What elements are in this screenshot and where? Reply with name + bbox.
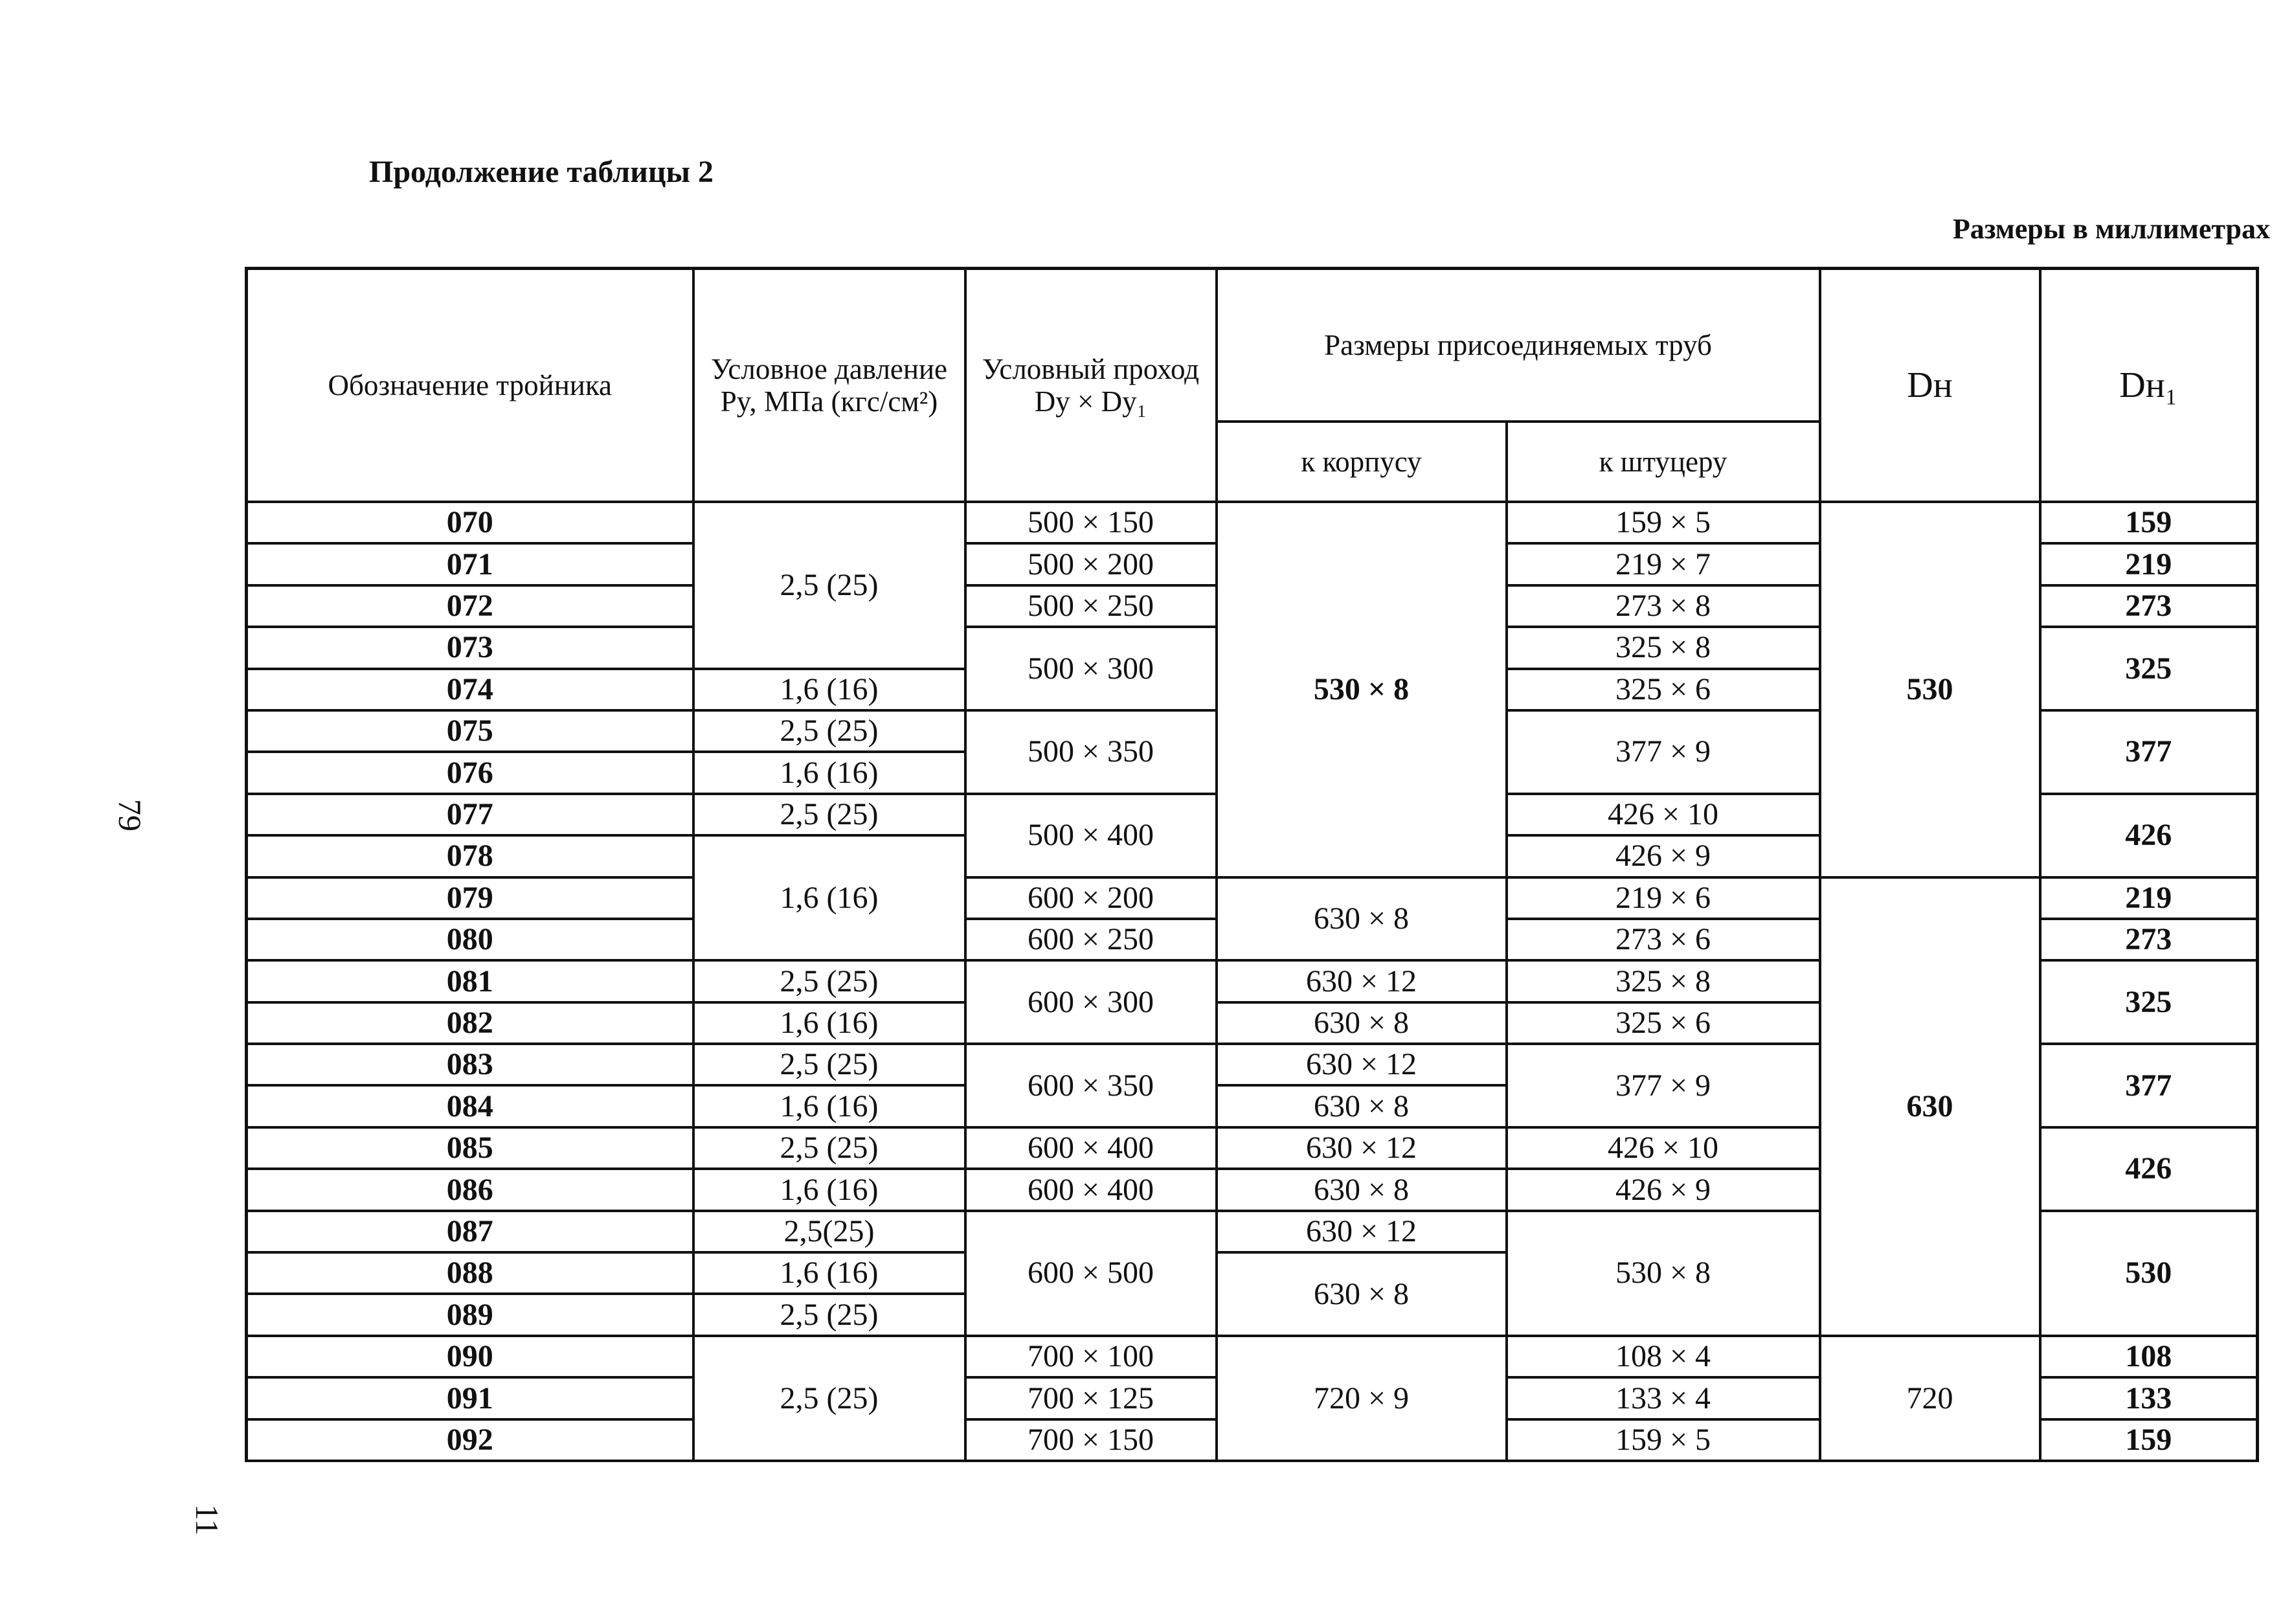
code-cell: 078 [247,835,693,877]
dn-cell: 720 [1820,1336,2040,1461]
passage-cell: 500 × 200 [965,543,1217,585]
pressure-cell: 2,5 (25) [693,1127,965,1169]
fitting-size-cell: 219 × 6 [1507,877,1820,919]
pressure-cell: 1,6 (16) [693,752,965,793]
fitting-size-cell: 325 × 6 [1507,1002,1820,1044]
body-size-cell: 630 × 12 [1217,1211,1507,1252]
fitting-size-cell: 273 × 8 [1507,585,1820,627]
pressure-cell: 2,5(25) [693,1211,965,1252]
pressure-cell: 1,6 (16) [693,1252,965,1294]
code-cell: 085 [247,1127,693,1169]
dn1-cell: 325 [2040,627,2258,710]
body-size-cell: 630 × 12 [1217,1044,1507,1085]
body-size-cell: 630 × 8 [1217,1002,1507,1044]
fitting-size-cell: 426 × 9 [1507,835,1820,877]
fitting-size-cell: 325 × 8 [1507,960,1820,1002]
dn1-cell: 219 [2040,877,2258,919]
pressure-cell: 2,5 (25) [693,502,965,669]
pressure-cell: 2,5 (25) [693,960,965,1002]
pressure-cell: 1,6 (16) [693,669,965,710]
passage-cell: 600 × 400 [965,1127,1217,1169]
dn-cell: 530 [1820,502,2040,877]
code-cell: 072 [247,585,693,627]
passage-cell: 500 × 400 [965,794,1217,877]
pressure-cell: 1,6 (16) [693,1002,965,1044]
table-row [247,877,2258,919]
body-size-cell: 630 × 8 [1217,1252,1507,1336]
pressure-cell: 1,6 (16) [693,835,965,960]
code-cell: 077 [247,794,693,835]
passage-cell: 700 × 100 [965,1336,1217,1377]
table-row [247,502,2258,543]
passage-cell: 700 × 150 [965,1419,1217,1461]
dn1-cell: 426 [2040,1127,2258,1211]
pressure-cell: 2,5 (25) [693,710,965,752]
passage-cell: 600 × 500 [965,1211,1217,1336]
fitting-size-cell: 273 × 6 [1507,919,1820,960]
header-to-fitting: к штуцеру [1507,422,1820,502]
passage-cell: 600 × 350 [965,1044,1217,1127]
dn1-cell: 377 [2040,710,2258,794]
dn1-cell: 426 [2040,794,2258,877]
code-cell: 084 [247,1085,693,1127]
page-number-bottom: 11 [189,1504,226,1536]
code-cell: 090 [247,1336,693,1377]
dn1-cell: 159 [2040,1419,2258,1461]
dn1-cell: 377 [2040,1044,2258,1127]
header-pressure: Условное давление Py, МПа (кгс/см²) [693,269,965,502]
code-cell: 091 [247,1377,693,1419]
passage-cell: 600 × 250 [965,919,1217,960]
header-pipe-sizes: Размеры присоединяемых труб [1217,269,1820,422]
header-to-body: к корпусу [1217,422,1507,502]
dn1-cell: 530 [2040,1211,2258,1336]
dn-cell: 630 [1820,877,2040,1336]
code-cell: 074 [247,669,693,710]
fitting-size-cell: 219 × 7 [1507,543,1820,585]
body-size-cell: 720 × 9 [1217,1336,1507,1461]
passage-cell: 500 × 350 [965,710,1217,794]
passage-cell: 600 × 200 [965,877,1217,919]
code-cell: 083 [247,1044,693,1085]
pressure-cell: 2,5 (25) [693,1294,965,1335]
code-cell: 080 [247,919,693,960]
dn1-cell: 133 [2040,1377,2258,1419]
fitting-size-cell: 426 × 10 [1507,1127,1820,1169]
passage-cell: 600 × 300 [965,960,1217,1044]
dimensions-table [245,267,2259,1462]
dn1-cell: 108 [2040,1336,2258,1377]
pressure-cell: 2,5 (25) [693,1336,965,1461]
fitting-size-cell: 325 × 8 [1507,627,1820,668]
fitting-size-cell: 530 × 8 [1507,1211,1820,1336]
passage-cell: 500 × 250 [965,585,1217,627]
dn1-cell: 273 [2040,585,2258,627]
body-size-cell: 630 × 8 [1217,1085,1507,1127]
dn1-cell: 159 [2040,502,2258,543]
fitting-size-cell: 159 × 5 [1507,1419,1820,1461]
code-cell: 076 [247,752,693,793]
code-cell: 092 [247,1419,693,1461]
dn1-cell: 273 [2040,919,2258,960]
code-cell: 088 [247,1252,693,1294]
body-size-cell: 530 × 8 [1217,502,1507,877]
code-cell: 073 [247,627,693,668]
pressure-cell: 1,6 (16) [693,1085,965,1127]
page-number-rotated: 79 [112,799,148,831]
passage-cell: 700 × 125 [965,1377,1217,1419]
pressure-cell: 2,5 (25) [693,794,965,835]
fitting-size-cell: 426 × 10 [1507,794,1820,835]
body-size-cell: 630 × 8 [1217,877,1507,961]
fitting-size-cell: 377 × 9 [1507,1044,1820,1127]
header-dn1: Dн₁ [2040,269,2258,502]
passage-cell: 600 × 400 [965,1169,1217,1210]
fitting-size-cell: 159 × 5 [1507,502,1820,543]
code-cell: 087 [247,1211,693,1252]
header-passage: Условный проход Dy × Dy₁ [965,269,1217,502]
pressure-cell: 2,5 (25) [693,1044,965,1085]
units-note: Размеры в миллиметрах [1952,213,2270,245]
body-size-cell: 630 × 12 [1217,1127,1507,1169]
fitting-size-cell: 325 × 6 [1507,669,1820,710]
header-designation: Обозначение тройника [247,269,693,502]
code-cell: 071 [247,543,693,585]
dn1-cell: 219 [2040,543,2258,585]
dn1-cell: 325 [2040,960,2258,1044]
code-cell: 086 [247,1169,693,1210]
fitting-size-cell: 426 × 9 [1507,1169,1820,1210]
table-caption: Продолжение таблицы 2 [369,155,714,189]
code-cell: 081 [247,960,693,1002]
code-cell: 089 [247,1294,693,1335]
pressure-cell: 1,6 (16) [693,1169,965,1210]
fitting-size-cell: 108 × 4 [1507,1336,1820,1377]
body-size-cell: 630 × 8 [1217,1169,1507,1210]
header-dn: Dн [1820,269,2040,502]
fitting-size-cell: 133 × 4 [1507,1377,1820,1419]
fitting-size-cell: 377 × 9 [1507,710,1820,794]
code-cell: 079 [247,877,693,919]
table-row [247,1336,2258,1377]
passage-cell: 500 × 300 [965,627,1217,710]
body-size-cell: 630 × 12 [1217,960,1507,1002]
passage-cell: 500 × 150 [965,502,1217,543]
code-cell: 075 [247,710,693,752]
code-cell: 070 [247,502,693,543]
code-cell: 082 [247,1002,693,1044]
